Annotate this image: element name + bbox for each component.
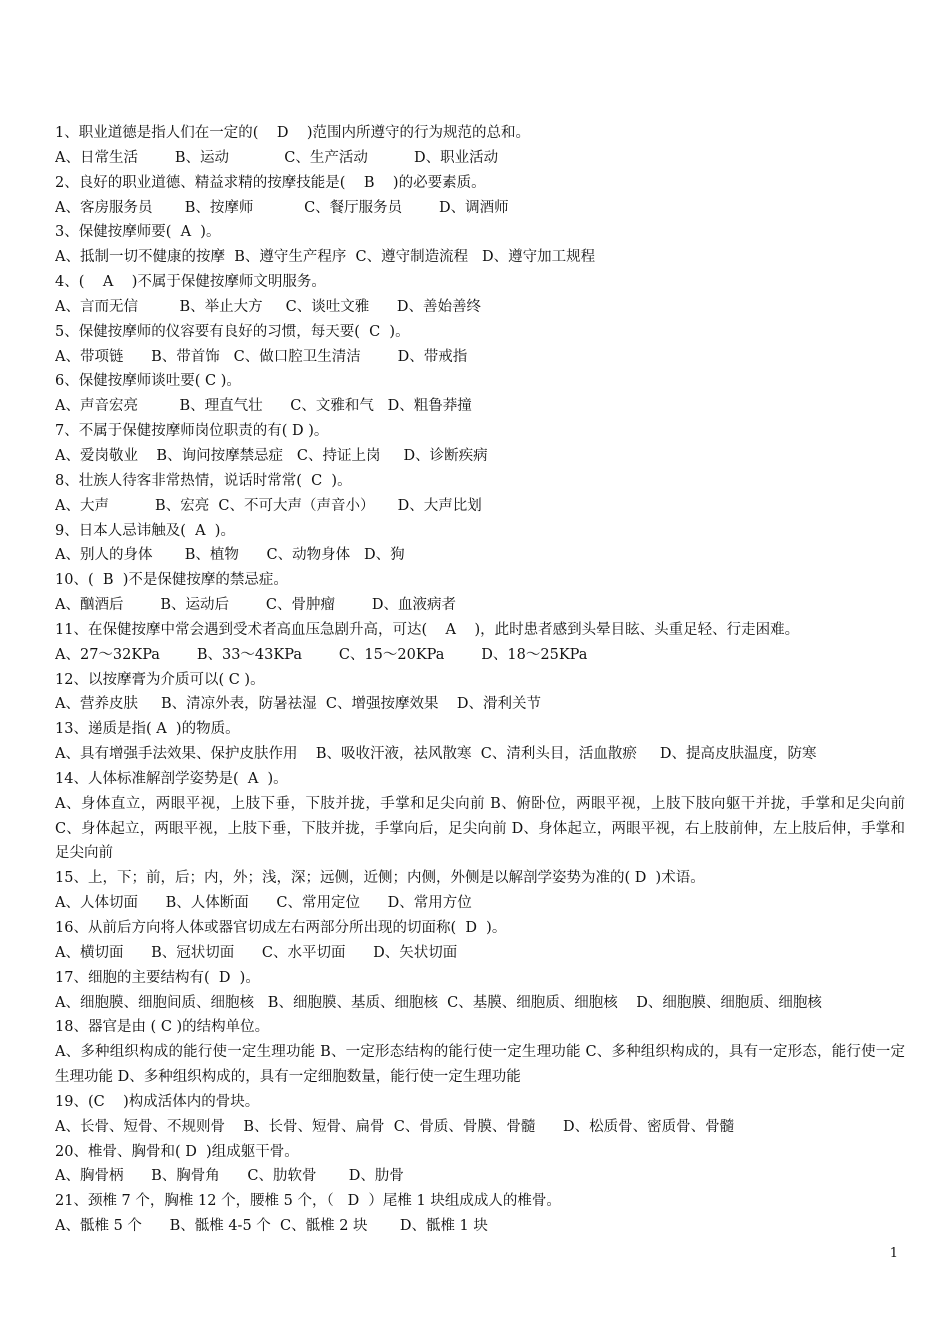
- question-15-options: A、人体切面 B、人体断面 C、常用定位 D、常用方位: [55, 895, 472, 912]
- question-2: 2、良好的职业道德、精益求精的按摩技能是( B )的必要素质。: [55, 174, 486, 191]
- question-5-options: A、带项链 B、带首饰 C、做口腔卫生清洁 D、带戒指: [55, 348, 468, 365]
- question-18-options: A、多种组织构成的能行使一定生理功能 B、一定形态结构的能行使一定生理功能 C、多种组织构成的，具有一定形态，能行使一定生理功能 D、多种组织构成的，具有一定细胞数量，能行使一定生理功能: [55, 1044, 905, 1086]
- question-12-options: A、营养皮肤 B、清凉外表，防暑祛湿 C、增强按摩效果 D、滑利关节: [55, 696, 542, 713]
- question-2-options: A、客房服务员 B、按摩师 C、餐厅服务员 D、调酒师: [55, 199, 509, 216]
- question-6-options: A、声音宏亮 B、理直气壮 C、文雅和气 D、粗鲁莽撞: [55, 398, 472, 415]
- page-number: 1: [889, 1246, 898, 1261]
- question-1-options: A、日常生活 B、运动 C、生产活动 D、职业活动: [55, 149, 499, 166]
- question-21-options: A、骶椎 5 个 B、骶椎 4-5 个 C、骶椎 2 块 D、骶椎 1 块: [55, 1218, 488, 1235]
- question-17: 17、细胞的主要结构有( D )。: [55, 969, 260, 986]
- question-11: 11、在保健按摩中常会遇到受术者高血压急剧升高，可达( A )，此时患者感到头晕目眩、头重足轻、行走困难。: [55, 621, 800, 638]
- question-17-options: A、细胞膜、细胞间质、细胞核 B、细胞膜、基质、细胞核 C、基膜、细胞质、细胞核 D、细胞膜、细胞质、细胞核: [55, 994, 822, 1011]
- question-7: 7、不属于保健按摩师岗位职责的有( D )。: [55, 423, 329, 440]
- question-8: 8、壮族人待客非常热情，说话时常常( C )。: [55, 472, 352, 489]
- question-3-options: A、抵制一切不健康的按摩 B、遵守生产程序 C、遵守制造流程 D、遵守加工规程: [55, 249, 596, 266]
- question-15: 15、上，下；前，后；内，外；浅，深；远侧，近侧；内侧，外侧是以解剖学姿势为准的( D )术语。: [55, 870, 705, 887]
- question-11-options: A、27～32KPa B、33～43KPa C、15～20KPa D、18～25KPa: [55, 646, 588, 663]
- question-14-options: A、身体直立，两眼平视，上肢下垂，下肢并拢，手掌和足尖向前 B、俯卧位，两眼平视，上肢下肢向躯干并拢，手掌和足尖向前 C、身体起立，两眼平视，上肢下垂，下肢并拢，手掌向后，足尖向前 D、身体起立，两眼平视，右上肢前伸，左上肢后伸，手掌和足尖向前: [55, 795, 905, 862]
- question-10-options: A、酗酒后 B、运动后 C、骨肿瘤 D、血液病者: [55, 597, 456, 614]
- document-body: [55, 121, 905, 1239]
- question-7-options: A、爱岗敬业 B、询问按摩禁忌症 C、持证上岗 D、诊断疾病: [55, 447, 488, 464]
- question-4-options: A、言而无信 B、举止大方 C、谈吐文雅 D、善始善终: [55, 298, 482, 315]
- question-16: 16、从前后方向将人体或器官切成左右两部分所出现的切面称( D )。: [55, 920, 507, 936]
- question-9: 9、日本人忌讳触及( A )。: [55, 522, 235, 539]
- question-20: 20、椎骨、胸骨和( D )组成躯干骨。: [55, 1143, 299, 1160]
- question-13: 13、递质是指( A )的物质。: [55, 721, 240, 738]
- question-19-options: A、长骨、短骨、不规则骨 B、长骨、短骨、扁骨 C、骨质、骨膜、骨髓 D、松质骨、密质骨、骨髓: [55, 1118, 735, 1135]
- question-20-options: A、胸骨柄 B、胸骨角 C、肋软骨 D、肋骨: [55, 1168, 404, 1185]
- question-3: 3、保健按摩师要( A )。: [55, 224, 221, 241]
- question-8-options: A、大声 B、宏亮 C、不可大声（声音小） D、大声比划: [55, 497, 482, 514]
- question-10: 10、( B )不是保健按摩的禁忌症。: [55, 572, 288, 589]
- question-14: 14、人体标准解剖学姿势是( A )。: [55, 770, 288, 787]
- question-12: 12、以按摩膏为介质可以( C )。: [55, 671, 265, 688]
- question-1: 1、职业道德是指人们在一定的( D )范围内所遵守的行为规范的总和。: [55, 125, 531, 141]
- question-4: 4、( A )不属于保健按摩师文明服务。: [55, 274, 326, 291]
- question-6: 6、保健按摩师谈吐要( C )。: [55, 373, 241, 390]
- question-5: 5、保健按摩师的仪容要有良好的习惯，每天要( C )。: [55, 323, 410, 340]
- question-16-options: A、横切面 B、冠状切面 C、水平切面 D、矢状切面: [55, 944, 458, 961]
- question-13-options: A、具有增强手法效果、保护皮肤作用 B、吸收汗液，祛风散寒 C、清利头目，活血散瘀 D、提高皮肤温度，防寒: [55, 746, 817, 763]
- question-19: 19、(C )构成活体内的骨块。: [55, 1093, 260, 1110]
- question-18: 18、器官是由 ( C )的结构单位。: [55, 1019, 270, 1036]
- question-21: 21、颈椎 7 个，胸椎 12 个，腰椎 5 个，（ D ）尾椎 1 块组成成人的椎骨。: [55, 1193, 561, 1210]
- question-9-options: A、别人的身体 B、植物 C、动物身体 D、狗: [55, 547, 405, 564]
